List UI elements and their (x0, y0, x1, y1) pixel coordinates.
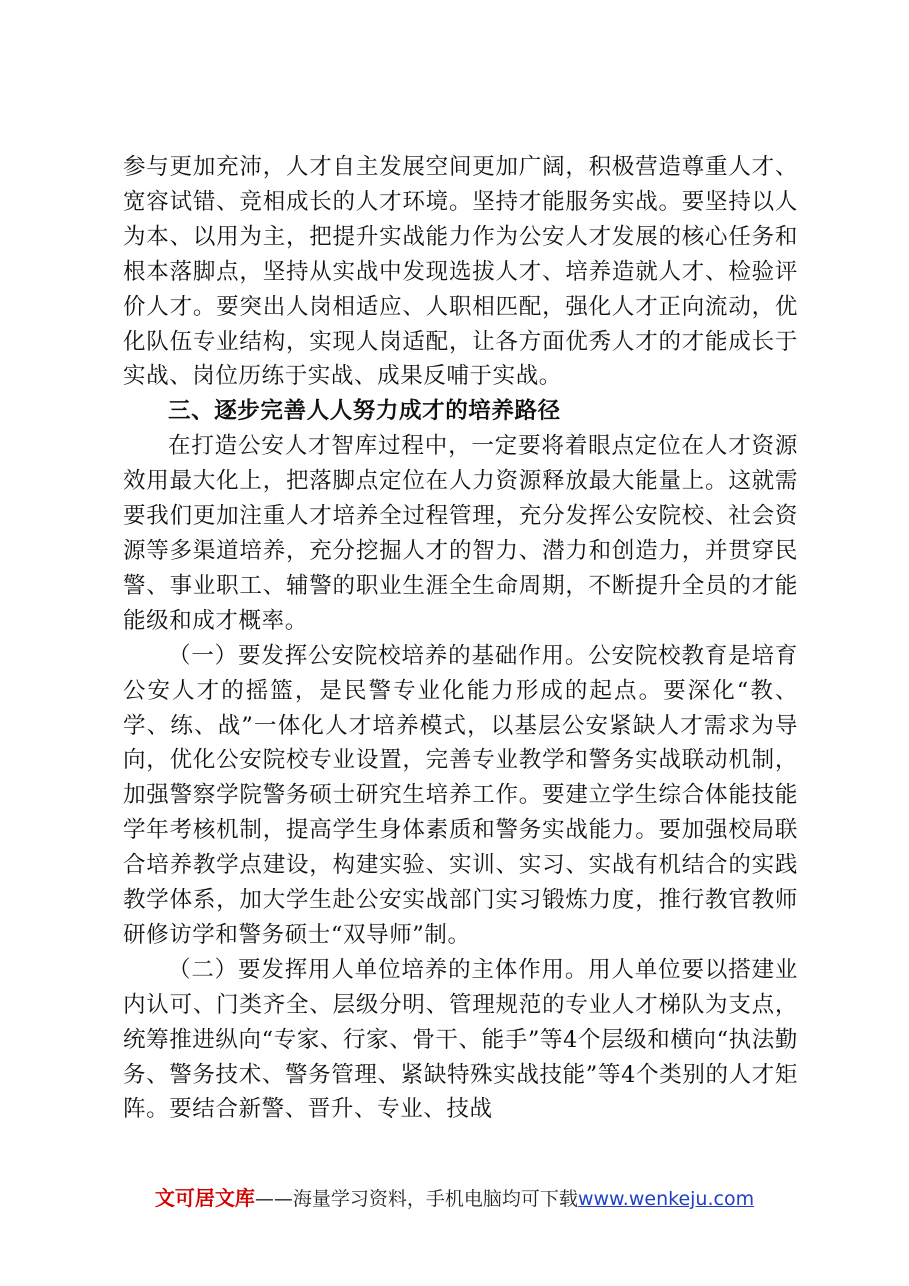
footer-url-link[interactable]: www.wenkeju.com (577, 1188, 755, 1210)
footer-brand: 文可居文库 (154, 1186, 255, 1210)
paragraph-item-2: （二）要发挥用人单位培养的主体作用。用人单位要以搭建业内认可、门类齐全、层级分明、管理规范的专业人才梯队为支点，统筹推进纵向“专家、行家、骨干、能手”等4个层级和横向“执法勤务、警务技术、警务管理、紧缺特殊实战技能”等4个类别的人才矩阵。要结合新警、晋升、专业、技战 (123, 956, 798, 1123)
footer-banner (0, 1182, 909, 1211)
paragraph-intro: 在打造公安人才智库过程中，一定要将着眼点定位在人才资源效用最大化上，把落脚点定位在人力资源释放最大能量上。这就需要我们更加注重人才培养全过程管理，充分发挥公安院校、社会资源等多渠道培养，充分挖掘人才的智力、潜力和创造力，并贯穿民警、事业职工、辅警的职业生涯全生命周期，不断提升全员的才能能级和成才概率。 (123, 433, 798, 634)
paragraph-continuation: 参与更加充沛，人才自主发展空间更加广阔，积极营造尊重人才、宽容试错、竞相成长的人才环境。坚持才能服务实战。要坚持以人为本、以用为主，把提升实战能力作为公安人才发展的核心任务和根本落脚点，坚持从实战中发现选拔人才、培养造就人才、检验评价人才。要突出人岗相适应、人职相匹配，强化人才正向流动，优化队伍专业结构，实现人岗适配，让各方面优秀人才的才能成长于实战、岗位历练于实战、成果反哺于实战。 (123, 154, 798, 390)
footer-dash: —— (254, 1188, 293, 1210)
footer-tagline: 海量学习资料，手机电脑均可下载 (292, 1188, 578, 1210)
paragraph-item-1: （一）要发挥公安院校培养的基础作用。公安院校教育是培育公安人才的摇篮，是民警专业化能力形成的起点。要深化“教、学、练、战”一体化人才培养模式，以基层公安紧缺人才需求为导向，优化公安院校专业设置，完善专业教学和警务实战联动机制，加强警察学院警务硕士研究生培养工作。要建立学生综合体能技能学年考核机制，提高学生身体素质和警务实战能力。要加强校局联合培养教学点建设，构建实验、实训、实习、实战有机结合的实践教学体系，加大学生赴公安实战部门实习锻炼力度，推行教官教师研修访学和警务硕士“双导师”制。 (123, 642, 798, 948)
section-heading: 三、逐步完善人人努力成才的培养路径 (168, 398, 561, 425)
document-body (123, 150, 798, 1127)
